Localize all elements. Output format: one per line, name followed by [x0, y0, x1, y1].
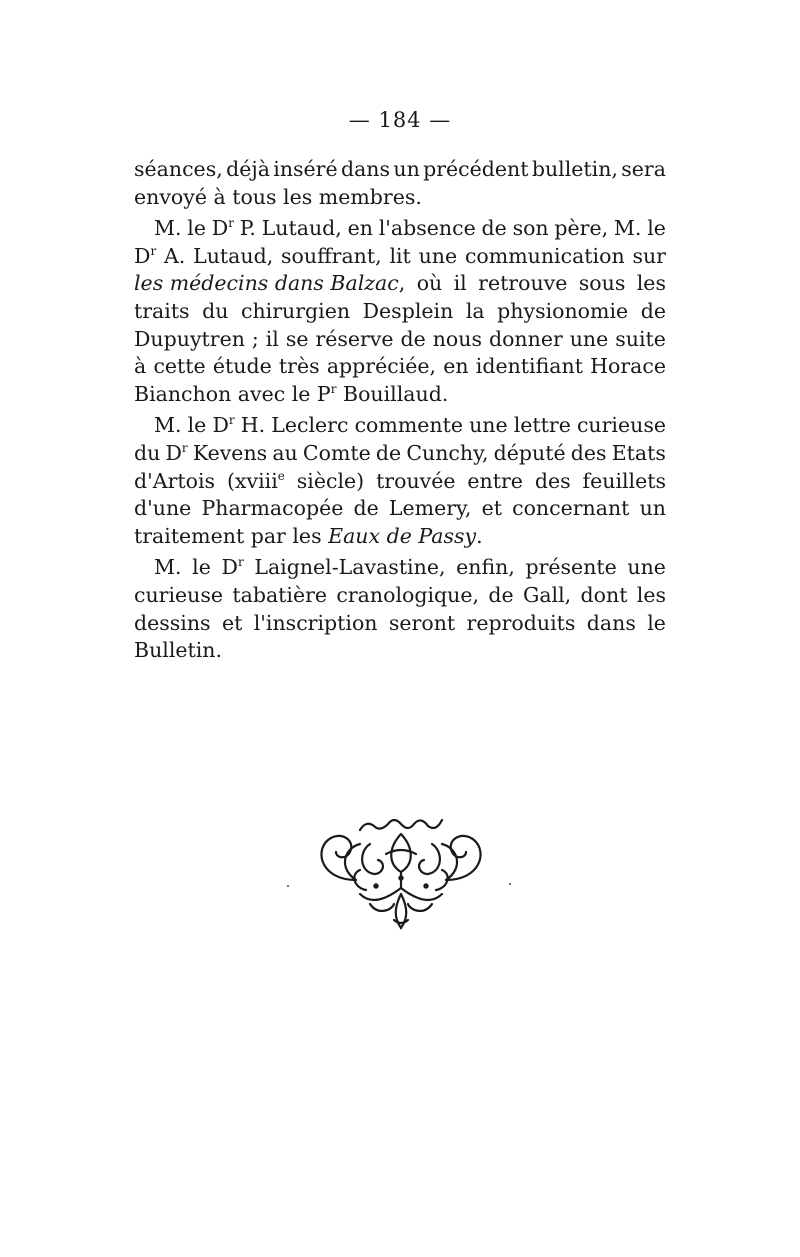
- text-line: séances, déjà inséré dans un précédent bulletin, sera: [134, 157, 666, 181]
- text-line: d'une Pharmacopée de Lemery, et concernant un: [134, 496, 666, 521]
- body-text: [134, 156, 666, 665]
- text-line: dessins et l'inscription seront reproduits dans le: [134, 610, 666, 635]
- text-line: M. le $D^r$ Laignel-Lavastine, enfin, présente une: [154, 555, 666, 580]
- text-line: $D^r$ A. Lutaud, souffrant, lit une communication sur: [134, 243, 666, 268]
- text-line: du $D^r$ Kevens au Comte de Cunchy, député des Etats: [134, 440, 666, 465]
- text-line: M. le $D^r$ P. Lutaud, en l'absence de son père, M. le: [154, 216, 666, 241]
- text-line: M. le $D^r$ H. Leclerc commente une lettre curieuse: [154, 413, 666, 438]
- text-line: Bulletin.: [134, 638, 223, 663]
- text-line: traitement par les Eaux de Passy.: [134, 523, 483, 548]
- text-line: les médecins dans Balzac, où il retrouve sous les: [134, 271, 666, 296]
- text-line: Dupuytren ; il se réserve de nous donner une suite: [134, 326, 666, 351]
- text-line: traits du chirurgien Desplein la physionomie de: [134, 298, 666, 323]
- text-line: envoyé à tous les membres.: [134, 184, 422, 209]
- text-line: à cette étude très appréciée, en identifiant Horace: [134, 354, 666, 379]
- text-line: curieuse tabatière cranologique, de Gall, dont les: [134, 582, 666, 607]
- page-number: — 184 —: [348, 108, 452, 132]
- print-speck: [509, 883, 511, 885]
- print-speck: [287, 885, 289, 887]
- text-line: d'Artois (xviii$^e$ siècle) trouvée entre des feuillets: [134, 468, 666, 493]
- text-line: Bianchon avec le $P^r$ Bouillaud.: [134, 381, 449, 406]
- fleuron-ornament-icon: [308, 808, 494, 932]
